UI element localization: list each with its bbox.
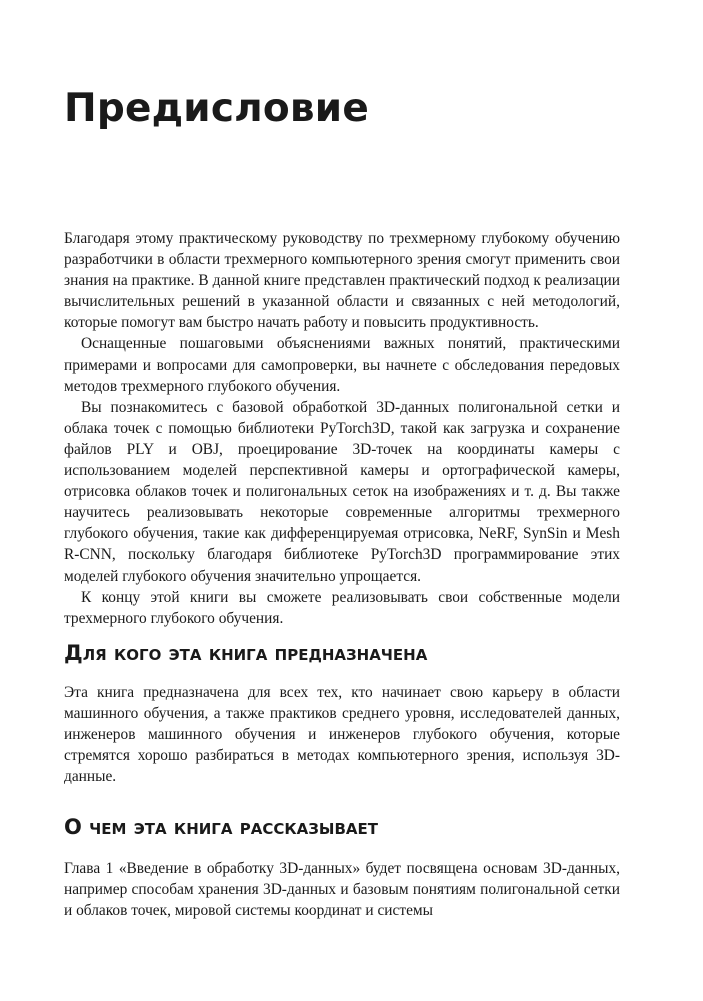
intro-paragraph-3: Вы познакомитесь с базовой обработкой 3D-данных полигональной сетки и облака точек с помощью библиотеки PyTorch3D, такой как загрузка и сохранение файлов PLY и OBJ, проецирование 3D-точек на координаты камеры с использованием моделей перспективной камеры и ортографической камеры, отрисовка облаков точек и полигональных сеток на изображениях и т. д. Вы также научитесь реализовывать некоторые современные алгоритмы трехмерного глубокого обучения, такие как дифференцируемая отрисовка, NeRF, SynSin и Mesh R-CNN, поскольку благодаря библиотеке PyTorch3D программирование этих моделей глубокого обучения значительно упрощается. [64, 398, 620, 585]
section-heading-contents: О чем эта книга рассказывает [64, 815, 378, 839]
intro-paragraph-2: Оснащенные пошаговыми объяснениями важных понятий, практическими примерами и вопросами для самопроверки, вы начнете с обследования передовых методов трехмерного глубокого обучения. [64, 335, 620, 395]
section-contents-body [64, 858, 620, 921]
preface-intro [64, 228, 620, 629]
section-heading-audience: Для кого эта книга предназначена [64, 641, 428, 665]
intro-paragraph-4: К концу этой книги вы сможете реализовывать свои собственные модели трехмерного глубокого обучения. [64, 588, 620, 627]
audience-paragraph: Эта книга предназначена для всех тех, кто начинает свою карьеру в области машинного обучения, а также практиков среднего уровня, исследователей данных, инженеров машинного обучения и инженеров глубокого обучения, которые стремятся хорошо разбираться в методах компьютерного зрения, используя 3D-данные. [64, 684, 620, 786]
contents-paragraph: Глава 1 «Введение в обработку 3D-данных» будет посвящена основам 3D-данных, например способам хранения 3D-данных и базовым понятиям полигональной сетки и облаков точек, мировой системы координат и системы [64, 860, 620, 920]
section-audience-body [64, 682, 620, 787]
chapter-title: Предисловие [64, 86, 369, 131]
intro-paragraph-1: Благодаря этому практическому руководству по трехмерному глубокому обучению разработчики в области трехмерного компьютерного зрения смогут применить свои знания на практике. В данной книге представлен практический подход к реализации вычислительных решений в указанной области и связанных с ней методологий, которые помогут вам быстро начать работу и повысить продуктивность. [64, 230, 620, 332]
